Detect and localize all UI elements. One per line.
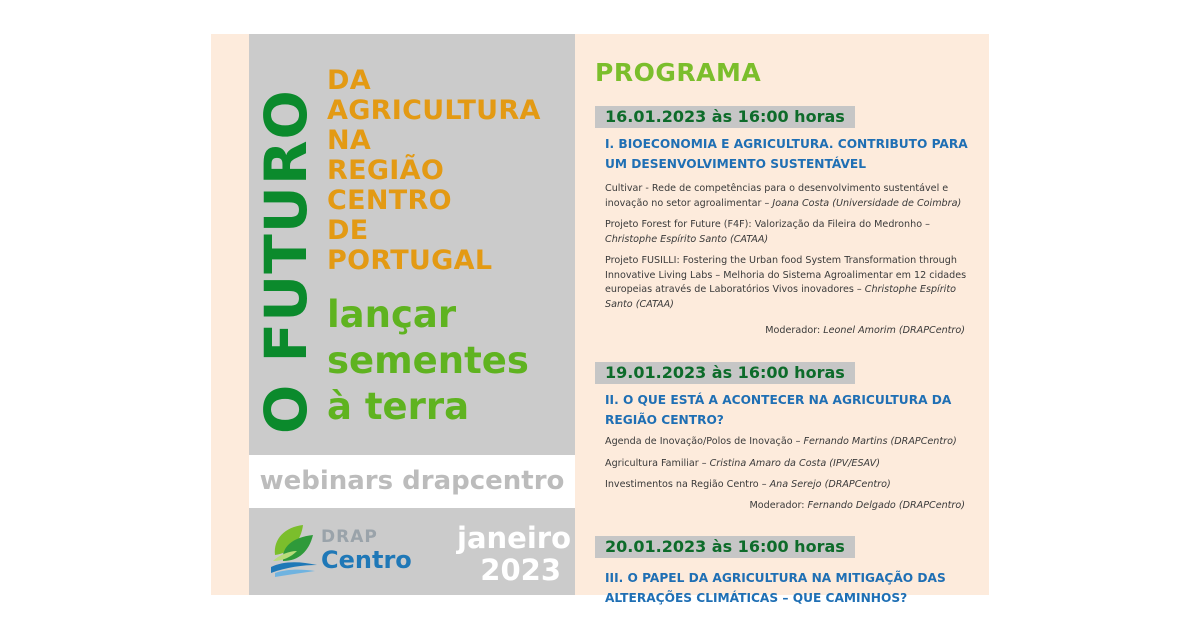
tagline-line: lançar bbox=[327, 293, 457, 336]
subtitle-line: AGRICULTURA bbox=[327, 95, 541, 126]
session-title: III. O PAPEL DA AGRICULTURA NA MITIGAÇÃO DAS ALTERAÇÕES CLIMÁTICAS – QUE CAMINHOS? bbox=[605, 571, 946, 605]
webinar-poster bbox=[211, 34, 989, 605]
talk-speaker: Cristina Amaro da Costa (IPV/ESAV) bbox=[709, 458, 880, 469]
talk-speaker: Fernando Martins (DRAPCentro) bbox=[803, 436, 957, 447]
talk-text: Investimentos na Região Centro – bbox=[605, 479, 770, 490]
talk-text: Cultivar - Rede de competências para o desenvolvimento sustentável e inovação no setor agroalimentar – bbox=[605, 183, 949, 209]
program-title: PROGRAMA bbox=[595, 58, 762, 87]
talk-text: Agricultura Familiar – bbox=[605, 458, 710, 469]
subtitle-line: DE bbox=[327, 215, 369, 246]
talk-text: Projeto FUSILLI: Fostering the Urban food System Transformation through Innovative Living Labs – Melhoria do Sistema Agroalimentar em 12 cidades europeias através de Laboratórios Vivos inovadores – bbox=[605, 255, 967, 295]
year-label: 2023 bbox=[480, 553, 561, 587]
subtitle-line: PORTUGAL bbox=[327, 245, 493, 276]
talk-item bbox=[605, 478, 975, 493]
logo-text-drap: DRAP bbox=[321, 527, 378, 547]
subtitle-block bbox=[327, 66, 567, 276]
talk-item bbox=[605, 254, 975, 312]
talk-item bbox=[605, 182, 975, 211]
talk-speaker: Ana Serejo (DRAPCentro) bbox=[769, 479, 891, 490]
talk-speaker: Christophe Espírito Santo (CATAA) bbox=[605, 233, 769, 245]
session-date-header: 16.01.2023 às 16:00 horas bbox=[595, 106, 855, 128]
talk-text: Agenda de Inovação/Polos de Inovação – bbox=[605, 436, 804, 447]
subtitle-line: REGIÃO bbox=[327, 155, 445, 186]
tagline-line: sementes bbox=[327, 339, 529, 382]
talk-item bbox=[605, 457, 975, 472]
talk-text: Projeto Forest for Future (F4F): Valorização da Fileira do Medronho – bbox=[605, 219, 930, 230]
session-date-header: 20.01.2023 às 16:00 horas bbox=[595, 536, 855, 558]
webinars-banner: webinars drapcentro bbox=[249, 455, 575, 508]
moderator-line bbox=[595, 324, 975, 338]
logo-text-centro: Centro bbox=[321, 546, 412, 574]
session-date-header: 19.01.2023 às 16:00 horas bbox=[595, 362, 855, 384]
leaf-logo-icon bbox=[269, 521, 321, 579]
moderator-label: Moderador: bbox=[749, 500, 808, 511]
talk-speaker: Christophe Espírito Santo (CATAA) bbox=[605, 284, 956, 310]
tagline-block bbox=[327, 292, 529, 430]
session-title: I. BIOECONOMIA E AGRICULTURA. CONTRIBUTO PARA UM DESENVOLVIMENTO SUSTENTÁVEL bbox=[605, 137, 968, 171]
subtitle-line: DA bbox=[327, 65, 371, 96]
talk-item bbox=[605, 435, 975, 450]
moderator-line bbox=[595, 499, 975, 513]
tagline-line: à terra bbox=[327, 385, 470, 428]
drap-centro-logo bbox=[269, 521, 419, 581]
moderator-name: Fernando Delgado (DRAPCentro) bbox=[807, 500, 965, 511]
talk-speaker: Joana Costa (Universidade de Coimbra) bbox=[772, 197, 962, 209]
moderator-label: Moderador: bbox=[765, 325, 824, 336]
vertical-title: O FUTURO bbox=[252, 89, 320, 434]
month-label: janeiro bbox=[457, 521, 571, 555]
subtitle-line: NA bbox=[327, 125, 372, 156]
moderator-name: Leonel Amorim (DRAPCentro) bbox=[823, 325, 965, 336]
subtitle-line: CENTRO bbox=[327, 185, 452, 216]
talk-item bbox=[605, 218, 975, 247]
date-block bbox=[457, 521, 571, 587]
session-title: II. O QUE ESTÁ A ACONTECER NA AGRICULTURA DA REGIÃO CENTRO? bbox=[605, 393, 952, 427]
